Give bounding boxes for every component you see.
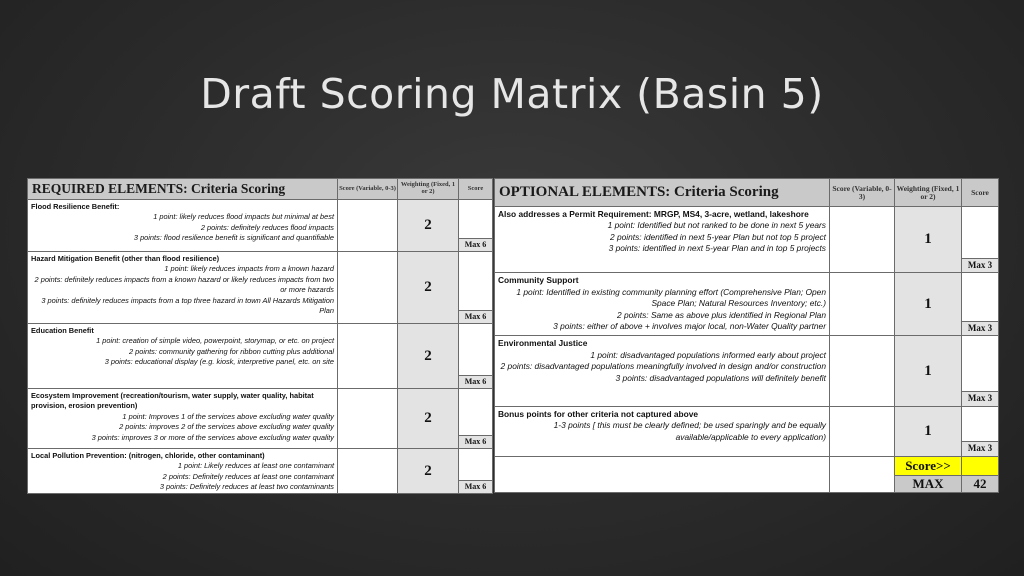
- score-input-cell[interactable]: [830, 406, 895, 456]
- criterion-line: 2 points: community gathering for ribbon cutting plus additional: [128, 346, 334, 356]
- summary-blank-cell: [495, 456, 830, 492]
- score-input-cell[interactable]: [338, 449, 398, 494]
- criterion-line: 2 points: disadvantaged populations meaningfully involved in design and/or construction: [500, 361, 826, 372]
- table-row: [28, 200, 493, 252]
- criterion-name: Environmental Justice: [498, 338, 588, 349]
- max-total-value: 42: [962, 475, 999, 492]
- max-cell: [962, 207, 999, 273]
- max-cell: [962, 336, 999, 406]
- score-total-cell[interactable]: [459, 200, 492, 239]
- weight-value: 1: [895, 406, 962, 456]
- weight-value: 1: [895, 336, 962, 406]
- max-label: Max 3: [962, 442, 998, 455]
- criterion-line: 3 points: educational display (e.g. kiosk, interpretive panel, etc. on site: [104, 357, 334, 367]
- score-variable-header: Score (Variable, 0-3): [338, 179, 398, 200]
- total-score-label: Score>>: [895, 456, 962, 475]
- total-score-value-cell[interactable]: [962, 456, 999, 475]
- max-label: Max 6: [459, 376, 492, 388]
- score-input-cell[interactable]: [338, 252, 398, 324]
- criterion-line: 3 points: flood resilience benefit is significant and quantifiable: [133, 233, 334, 243]
- criterion-line: 3 points: identified in next 5-year Plan and in top 5 projects: [608, 243, 826, 254]
- criterion-line: 1-3 points [ this must be clearly defined; be used sparingly and be equally available/applicable to every application): [553, 420, 826, 442]
- criterion-line: 2 points: definitely reduces flood impacts: [200, 222, 334, 232]
- criterion-name: Education Benefit: [31, 326, 94, 335]
- score-input-cell[interactable]: [338, 324, 398, 389]
- table-row: [495, 273, 999, 336]
- score-input-cell[interactable]: [338, 200, 398, 252]
- max-label: Max 6: [459, 481, 492, 493]
- score-total-cell[interactable]: [962, 407, 998, 443]
- score-variable-header: Score (Variable, 0-3): [830, 179, 895, 207]
- criterion-flood-resilience: [28, 200, 338, 252]
- criterion-line: 1 point: likely reduces flood impacts but minimal at best: [153, 212, 334, 222]
- max-label: Max 6: [459, 436, 492, 448]
- table-row: [28, 389, 493, 449]
- criterion-community-support: [495, 273, 830, 336]
- criterion-line: 2 points: Same as above plus identified in Regional Plan: [616, 309, 826, 320]
- weight-value: 1: [895, 273, 962, 336]
- table-row: [495, 336, 999, 406]
- criterion-bonus-points: [495, 406, 830, 456]
- score-total-cell[interactable]: [459, 449, 492, 481]
- score-header: Score: [962, 179, 999, 207]
- criterion-line: 2 points: identified in next 5-year Plan but not top 5 project: [609, 231, 826, 242]
- max-label: Max 6: [459, 239, 492, 251]
- table-row: [28, 252, 493, 324]
- score-total-cell[interactable]: [459, 324, 492, 376]
- criterion-line: 2 points: Definitely reduces at least one contaminant: [162, 471, 334, 481]
- criterion-line: 2 points: improves 2 of the services above excluding water quality: [119, 422, 334, 432]
- criterion-line: 1 point: Likely reduces at least one contaminant: [177, 461, 334, 471]
- score-input-cell[interactable]: [830, 273, 895, 336]
- score-total-cell[interactable]: [459, 389, 492, 436]
- summary-blank-cell: [830, 456, 895, 492]
- criterion-permit-requirement: [495, 207, 830, 273]
- weighting-header: Weighting (Fixed, 1 or 2): [895, 179, 962, 207]
- table-row: [495, 406, 999, 456]
- weight-value: 2: [398, 324, 459, 389]
- max-cell: [459, 200, 493, 252]
- score-input-cell[interactable]: [830, 336, 895, 406]
- criterion-line: 1 point: Improves 1 of the services above excluding water quality: [122, 411, 334, 421]
- required-table-title: REQUIRED ELEMENTS: Criteria Scoring: [28, 179, 338, 200]
- criterion-name: Bonus points for other criteria not captured above: [498, 408, 699, 419]
- criterion-name: Flood Resilience Benefit:: [31, 202, 120, 211]
- max-cell: [459, 252, 493, 324]
- max-label: Max 3: [962, 392, 998, 405]
- optional-table-title: OPTIONAL ELEMENTS: Criteria Scoring: [495, 179, 830, 207]
- criterion-line: 2 points: definitely reduces impacts from a known hazard or likely reduces impacts from two or more hazards: [34, 274, 334, 295]
- max-cell: [962, 406, 999, 456]
- weight-value: 1: [895, 207, 962, 273]
- criterion-line: 3 points: definitely reduces impacts from a top three hazard in town All Hazards Mitigation Plan: [41, 295, 334, 316]
- criterion-name: Local Pollution Prevention: (nitrogen, chloride, other contaminant): [31, 451, 265, 460]
- criterion-line: 1 point: disadvantaged populations informed early about project: [590, 349, 826, 360]
- criterion-line: 3 points: either of above + involves major local, non-Water Quality partner: [553, 320, 826, 331]
- max-label: Max 3: [962, 259, 998, 272]
- max-label: Max 3: [962, 322, 998, 335]
- criterion-education: [28, 324, 338, 389]
- score-input-cell[interactable]: [338, 389, 398, 449]
- criterion-line: 1 point: Identified in existing community planning effort (Comprehensive Plan; Open Space Plan; Natural Resources Inventory; etc.): [516, 286, 826, 309]
- criterion-ecosystem-improvement: [28, 389, 338, 449]
- weight-value: 2: [398, 449, 459, 494]
- criterion-hazard-mitigation: [28, 252, 338, 324]
- max-cell: [459, 449, 493, 494]
- score-total-cell[interactable]: [962, 207, 998, 259]
- max-cell: [459, 389, 493, 449]
- table-row: [28, 324, 493, 389]
- total-score-row: [495, 456, 999, 475]
- table-row: [495, 207, 999, 273]
- criterion-name: Also addresses a Permit Requirement: MRGP, MS4, 3-acre, wetland, lakeshore: [498, 209, 809, 220]
- criterion-line: 1 point: Identified but not ranked to be done in next 5 years: [607, 220, 826, 231]
- criterion-line: 1 point: likely reduces impacts from a known hazard: [164, 264, 334, 274]
- weight-value: 2: [398, 252, 459, 324]
- criterion-line: 1 point: creation of simple video, powerpoint, storymap, or etc. on project: [96, 336, 334, 346]
- score-total-cell[interactable]: [459, 252, 492, 311]
- criterion-name: Hazard Mitigation Benefit (other than flood resilience): [31, 254, 220, 263]
- max-cell: [962, 273, 999, 336]
- criterion-environmental-justice: [495, 336, 830, 406]
- score-total-cell[interactable]: [962, 273, 998, 322]
- max-cell: [459, 324, 493, 389]
- max-label: Max 6: [459, 311, 492, 323]
- criterion-name: Ecosystem Improvement (recreation/tourism, water supply, water quality, habitat provision, erosion prevention): [31, 391, 314, 411]
- table-row: [28, 449, 493, 494]
- max-total-label: MAX: [895, 475, 962, 492]
- slide-title: Draft Scoring Matrix (Basin 5): [200, 70, 824, 118]
- weight-value: 2: [398, 389, 459, 449]
- criterion-line: 3 points: Definitely reduces at least two contaminants: [159, 482, 334, 492]
- score-header: Score: [459, 179, 493, 200]
- criterion-line: 3 points: improves 3 or more of the services above excluding water quality: [91, 432, 334, 442]
- criterion-local-pollution: [28, 449, 338, 494]
- score-total-cell[interactable]: [962, 336, 998, 392]
- weight-value: 2: [398, 200, 459, 252]
- score-input-cell[interactable]: [830, 207, 895, 273]
- criterion-name: Community Support: [498, 275, 579, 286]
- criterion-line: 3 points: disadvantaged populations will definitely benefit: [615, 372, 826, 383]
- weighting-header: Weighting (Fixed, 1 or 2): [398, 179, 459, 200]
- optional-elements-table: [494, 178, 998, 493]
- required-elements-table: [27, 178, 492, 493]
